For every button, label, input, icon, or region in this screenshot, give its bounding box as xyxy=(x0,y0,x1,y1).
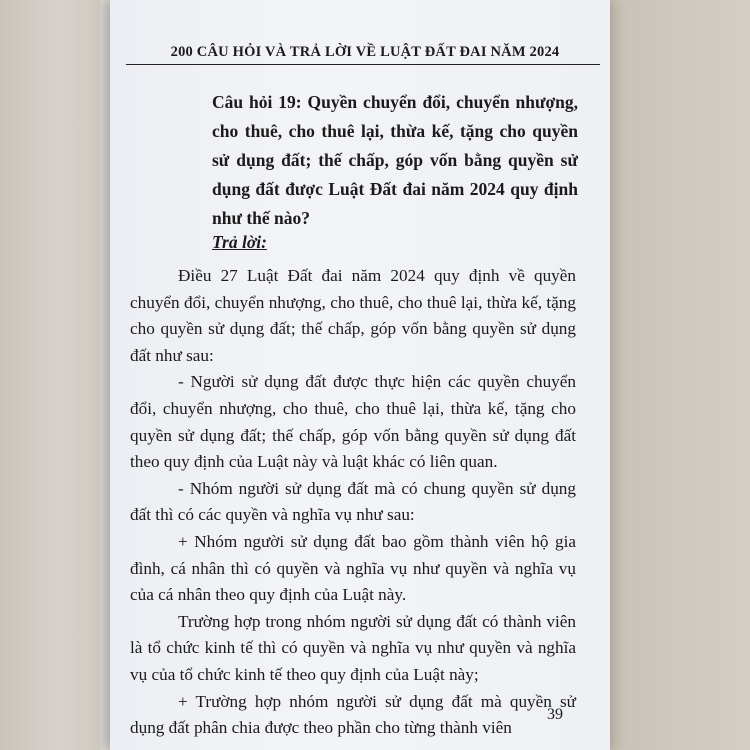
question-heading: Câu hỏi 19: Quyền chuyển đổi, chuyển nhượng, cho thuê, cho thuê lại, thừa kế, tặng cho quyền sử dụng đất; thế chấp, góp vốn bằng quyền sử dụng đất được Luật Đất đai năm 2024 quy định như thế nào? xyxy=(212,92,578,228)
table-surface-right xyxy=(600,0,750,750)
paragraph: - Người sử dụng đất được thực hiện các quyền chuyển đổi, chuyển nhượng, cho thuê, cho thuê lại, thừa kế, tặng cho quyền sử dụng đất; thế chấp, góp vốn bằng quyền sử dụng đất theo quy định của Luật này và luật khác có liên quan. xyxy=(130,372,576,472)
header-rule xyxy=(126,64,600,65)
paragraph: - Nhóm người sử dụng đất mà có chung quyền sử dụng đất thì có các quyền và nghĩa vụ như sau: xyxy=(130,478,576,525)
answer-body xyxy=(130,263,576,742)
paragraph: Điều 27 Luật Đất đai năm 2024 quy định về quyền chuyển đổi, chuyển nhượng, cho thuê, cho thuê lại, thừa kế, tặng cho quyền sử dụng đất; thế chấp, góp vốn bằng quyền sử dụng đất như sau: xyxy=(130,266,576,365)
paragraph: + Trường hợp nhóm người sử dụng đất mà quyền sử dụng đất phân chia được theo phần cho từng thành viên xyxy=(130,691,576,738)
running-header: 200 CÂU HỎI VÀ TRẢ LỜI VỀ LUẬT ĐẤT ĐAI NĂM 2024 xyxy=(170,44,560,60)
paragraph: + Nhóm người sử dụng đất bao gồm thành viên hộ gia đình, cá nhân thì có quyền và nghĩa vụ như quyền và nghĩa vụ của cá nhân theo quy định của Luật này. xyxy=(130,531,576,605)
book-page xyxy=(110,0,610,750)
table-surface-left xyxy=(0,0,100,750)
page-number: 39 xyxy=(547,706,563,723)
paragraph: Trường hợp trong nhóm người sử dụng đất có thành viên là tổ chức kinh tế thì có quyền và nghĩa vụ như quyền và nghĩa vụ của tổ chức kinh tế theo quy định của Luật này; xyxy=(130,611,576,684)
answer-label: Trả lời: xyxy=(212,232,267,252)
